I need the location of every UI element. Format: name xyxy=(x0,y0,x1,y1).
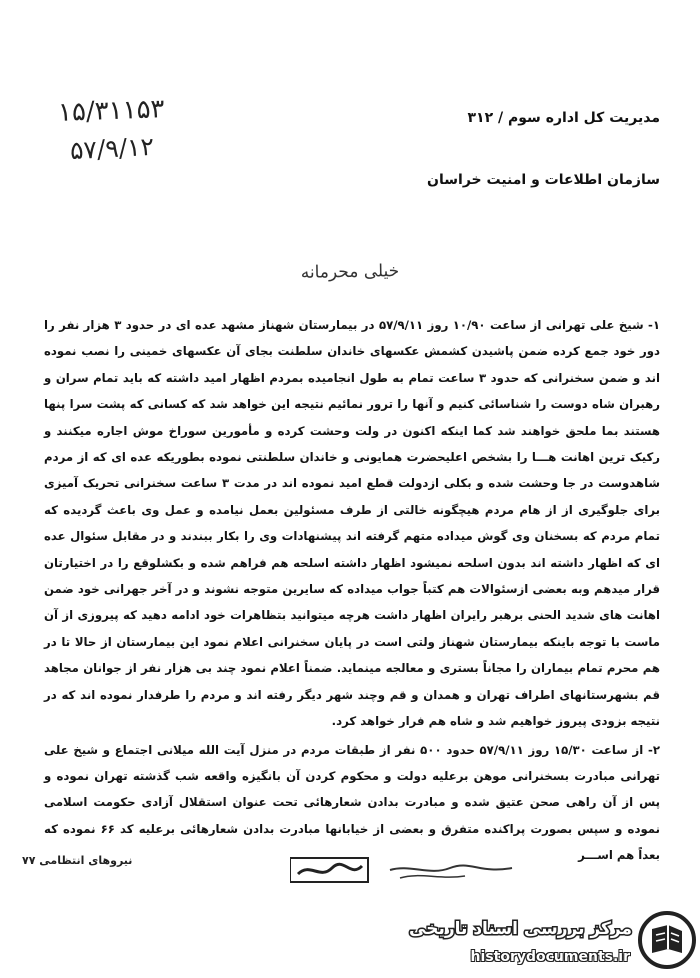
handwritten-reference-number: ۱۵/۳۱۱۵۳ xyxy=(57,94,166,128)
footer-note: نیروهای انتظامی ۷۷ xyxy=(22,854,133,867)
signature-scribble xyxy=(290,856,520,886)
header-directorate: مدیریت کل اداره سوم / ۳۱۲ xyxy=(467,110,660,126)
paragraph-1: ۱- شیخ علی تهرانی از ساعت ۱۰/۹۰ روز ۵۷/۹/۱۱ در بیمارستان شهناز مشهد عده ای در حدود ۳ هزار نفر را دور خود جمع کرده ضمن پاشیدن کشمش عکسهای خاندان سلطنت بجای آن عکسهای خمینی را نصب نموده اند و ضمن سخنرانی که حدود ۳ ساعت تمام به طول انجامیده بمردم اظهار امید داشته که باید تمام سران و رهبران شاه دوست را شناسائی کنیم و آنها را ترور نمائیم نتیجه این خواهد شد که کسانی که پشت سرا پنها هستند بما ملحق خواهند شد کما اینکه اکنون در ولت وحشت کرده و مأمورین سوراخ موش اجاره میکنند و رکیک ترین اهانت هـــا را بشخص اعلیحضرت همایونی و خاندان سلطنتی نموده بطوریکه عده ای که از مردم شاهدوست در جا وحشت شده و بکلی ازدولت قطع امید نموده اند در مدت ۳ ساعت سخنرانی تحریک آمیزی برای جلوگیری از از هام مردم هیچگونه خالتی از طرف مسئولین بعمل نیامده و عمل وی باعث گردیده که تمام مردم که بسخنان وی گوش میداده متهم گرفته اند پیشنهادات وی را بکار ببندند و در مقابل سئوال عده ای که اظهار داشته اند بدون اسلحه نمیشود اظهار داشته اسلحه هم فراهم شده و بکشلوقع را در اختیارتان قرار میدهم وبه بعضی ازسئوالات هم کتباً جواب میداده که سایرین متوجه نشوند و در آخر جهرانی خود ضمن اهانت های شدید الحنی برهبر رایران اظهار داشت هرچه میتوانید بتظاهرات خود ادامه دهید که پیروزی از آن ماست با توجه باینکه بیمارستان شهناز ولتی است در پایان سخنرانی اعلام نمود این بیمارستان از حالا تا در هم محرم تمام بیماران را مجاناً بستری و معالجه مینماید. ضمناً اعلام نمود چند بی هزار نفر از جوانان مجاهد قم بشهرستانهای اطراف تهران و همدان و قم وچند شهر دیگر رفته اند و مردم را طرفدار نموده اند که در نتیجه بزودی پیروز خواهیم شد و شاه هم فرار خواهد کرد. xyxy=(44,318,660,729)
watermark-title: مرکز بررسی اسناد تاریخی xyxy=(409,919,632,939)
paragraph-2: ۲- از ساعت ۱۵/۳۰ روز ۵۷/۹/۱۱ حدود ۵۰۰ نفر از طبقات مردم در منزل آیت الله میلانی اجتماع و شیخ علی تهرانی مبادرت بسخنرانی موهن برعلیه دولت و محکوم کردن آن بانگیزه واقعه شب گذشته تهران نموده و پس از آن راهی صحن عتیق شده و مبادرت بدادن شعارهائی تحت عنوان استقلال آزادی حکومت اسلامی نموده و سپس بصورت پراکنده متفرق و بعضی از خیابانها مبادرت بدادن شعارهائی برعلیه کد ۶۶ نموده که بعداً هم اســـر xyxy=(44,742,661,863)
watermark-url: historydocuments.ir xyxy=(470,949,630,965)
watermark xyxy=(404,905,700,978)
classification-stamp: خیلی محرمانه xyxy=(300,261,400,283)
handwritten-date: ۵۷/۹/۱۲ xyxy=(69,131,155,166)
archive-logo-icon xyxy=(638,911,696,969)
document-body xyxy=(44,312,660,869)
header-organization: سازمان اطلاعات و امنیت خراسان xyxy=(427,172,660,188)
